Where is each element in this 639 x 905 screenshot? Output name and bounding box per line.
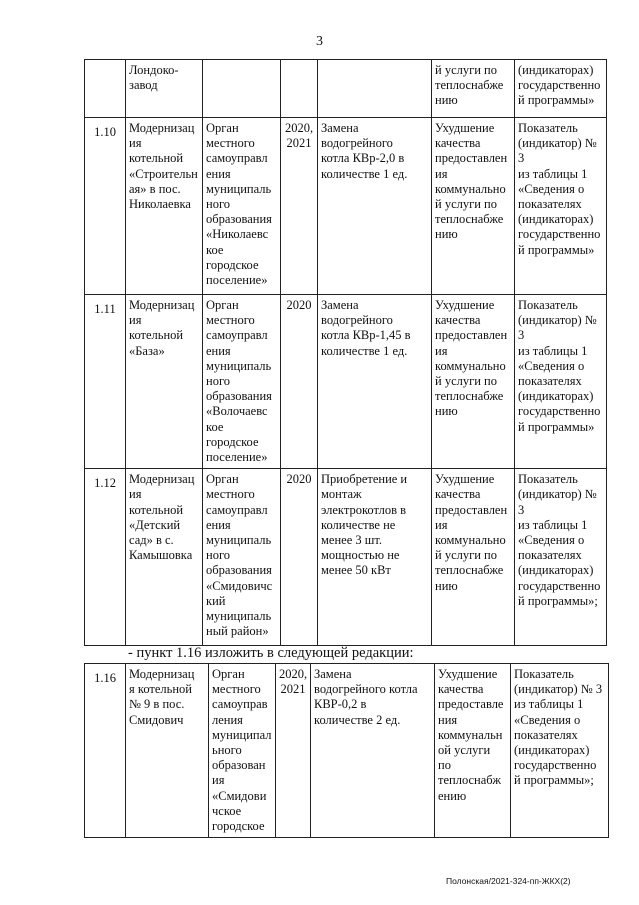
consequence-cell: Ухудшение качества предоставле ния коммунальн ой услуги по теплоснабж ению [435,664,511,838]
indicator-cell: Показатель (индикатор) № 3 из таблицы 1 «Сведения о показателях (индикаторах) государственно й программы»; [515,469,607,646]
authority-cell: Орган местного самоуправ ления муниципал ьного образован ия «Смидови чское городское [209,664,276,838]
row-number: 1.11 [85,295,126,469]
measure-cell: Замена водогрейного котла КВР-0,2 в количестве 2 ед. [311,664,435,838]
object-name-cell: Модернизац ия котельной «База» [126,295,203,469]
object-name-cell: Лондоко- завод [126,60,203,118]
authority-cell [203,60,281,118]
row-number: 1.12 [85,469,126,646]
measure-cell: Приобретение и монтаж электрокотлов в количестве не менее 3 шт. мощностью не менее 50 кВт [318,469,432,646]
year-cell: 2020 [281,469,318,646]
authority-cell: Орган местного самоуправл ения муниципаль ного образования «Николаевс кое городское поселение» [203,118,281,295]
object-name-cell: Модернизац ия котельной «Детский сад» в с. Камышовка [126,469,203,646]
row-number: 1.10 [85,118,126,295]
year-cell: 2020 [281,295,318,469]
document-reference: Полонская/2021-324-пп-ЖКХ(2) [446,876,571,886]
table-row [85,664,609,838]
measure-cell: Замена водогрейного котла КВр-1,45 в количестве 1 ед. [318,295,432,469]
consequence-cell: Ухудшение качества предоставлен ия коммунально й услуги по теплоснабже нию [432,118,515,295]
authority-cell: Орган местного самоуправл ения муниципаль ного образования «Смидовичс кий муниципаль ный район» [203,469,281,646]
measure-cell [318,60,432,118]
object-name-cell: Модернизац я котельной № 9 в пос. Смидович [126,664,209,838]
amended-item-table [84,663,609,838]
measure-cell: Замена водогрейного котла КВр-2,0 в количестве 1 ед. [318,118,432,295]
year-cell: 2020, 2021 [281,118,318,295]
consequence-cell: й услуги по теплоснабже нию [432,60,515,118]
year-cell: 2020, 2021 [276,664,311,838]
page-number: 3 [316,34,323,49]
table-row [85,295,607,469]
consequence-cell: Ухудшение качества предоставлен ия коммунально й услуги по теплоснабже нию [432,469,515,646]
consequence-cell: Ухудшение качества предоставлен ия коммунально й услуги по теплоснабже нию [432,295,515,469]
indicator-cell: (индикаторах) государственно й программы» [515,60,607,118]
indicator-cell: Показатель (индикатор) № 3 из таблицы 1 «Сведения о показателях (индикаторах) государственно й программы» [515,295,607,469]
table-row [85,469,607,646]
indicator-cell: Показатель (индикатор) № 3 из таблицы 1 «Сведения о показателях (индикаторах) государственно й программы» [515,118,607,295]
year-cell [281,60,318,118]
row-number [85,60,126,118]
amendment-instruction: - пункт 1.16 изложить в следующей редакции: [128,645,414,661]
object-name-cell: Модернизац ия котельной «Строительн ая» в пос. Николаевка [126,118,203,295]
table-row [85,60,607,118]
measures-table [84,59,607,646]
authority-cell: Орган местного самоуправл ения муниципаль ного образования «Волочаевс кое городское поселение» [203,295,281,469]
table-row [85,118,607,295]
row-number: 1.16 [85,664,126,838]
indicator-cell: Показатель (индикатор) № 3 из таблицы 1 «Сведения о показателях (индикаторах) государственно й программы»; [511,664,609,838]
